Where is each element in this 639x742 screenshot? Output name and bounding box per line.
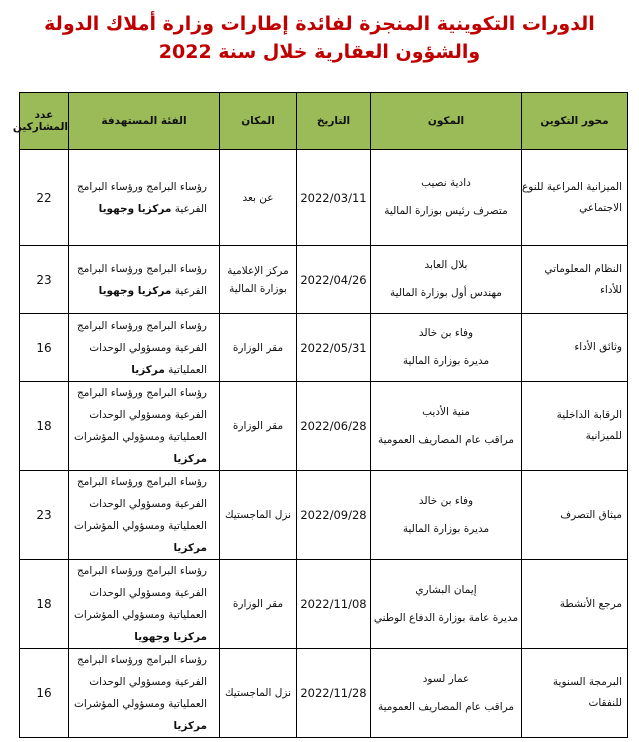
- cell-place: مقر الوزارة: [220, 314, 297, 382]
- cell-target: [69, 246, 220, 314]
- trainer-title: مراقب عام المصاريف العمومية: [377, 433, 515, 446]
- trainer-name: دادية نصيب: [421, 177, 471, 189]
- header-target: الفئة المستهدفة: [69, 93, 220, 150]
- header-trainer: المكون: [371, 93, 522, 150]
- target-line-last: [69, 198, 207, 220]
- header-count-line-1: عدد: [34, 109, 54, 121]
- trainer-name: وفاء بن خالد: [418, 327, 474, 339]
- cell-place: نزل الماجستيك: [220, 471, 297, 560]
- target-scope: مركزيا: [173, 542, 207, 554]
- target-line: العملياتية: [168, 363, 207, 376]
- cell-place: نزل الماجستيك: [220, 649, 297, 738]
- cell-target: [69, 382, 220, 471]
- cell-target: [69, 314, 220, 382]
- trainer-name: إيمان البشاري: [415, 583, 477, 596]
- table-row: [20, 314, 628, 382]
- cell-place: مقر الوزارة: [220, 382, 297, 471]
- cell-axis: ميثاق التصرف: [522, 471, 628, 560]
- target-line-last: [69, 515, 207, 559]
- target-line-last: [69, 426, 207, 470]
- title-line-1: الدورات التكوينية المنجزة لفائدة إطارات وزارة أملاك الدولة: [44, 13, 595, 35]
- target-line: رؤساء البرامج ورؤساء البرامج: [76, 565, 207, 577]
- cell-date: 2022/06/28: [297, 382, 371, 471]
- trainer-name: وفاء بن خالد: [418, 494, 474, 507]
- target-line: الفرعية ومسؤولي الوحدات: [89, 409, 207, 421]
- table-row: [20, 382, 628, 471]
- cell-count: 16: [20, 649, 69, 738]
- cell-date: 2022/03/11: [297, 150, 371, 246]
- cell-place: مقر الوزارة: [220, 560, 297, 649]
- cell-date: 2022/05/31: [297, 314, 371, 382]
- header-date: التاريخ: [297, 93, 371, 150]
- target-scope: مركزيا وجهويا: [98, 284, 172, 297]
- cell-trainer: [371, 382, 522, 471]
- target-scope: مركزيا: [173, 453, 207, 465]
- cell-count: 22: [20, 150, 69, 246]
- header-axis: محور التكوين: [522, 93, 628, 150]
- target-line: رؤساء البرامج ورؤساء البرامج: [76, 180, 207, 193]
- table-row: [20, 150, 628, 246]
- target-line: الفرعية ومسؤولي الوحدات: [89, 587, 207, 599]
- cell-trainer: [371, 560, 522, 649]
- trainer-name: عمار لسود: [422, 672, 470, 685]
- target-line: رؤساء البرامج ورؤساء البرامج: [76, 387, 207, 399]
- trainer-title: مديرة بوزارة المالية: [402, 522, 490, 535]
- trainings-table: [12, 92, 628, 738]
- target-line: الفرعية: [174, 202, 207, 215]
- header-count: [12, 93, 69, 150]
- target-line: الفرعية: [174, 284, 207, 297]
- title-line-2: والشؤون العقارية خلال سنة 2022: [158, 41, 481, 63]
- trainer-title: مراقب عام المصاريف العمومية: [377, 700, 515, 713]
- cell-trainer: [371, 649, 522, 738]
- target-line: الفرعية ومسؤولي الوحدات: [89, 341, 207, 354]
- target-line: الفرعية ومسؤولي الوحدات: [89, 676, 207, 688]
- target-line: رؤساء البرامج ورؤساء البرامج: [76, 262, 207, 275]
- header-place: المكان: [220, 93, 297, 150]
- table-row: [20, 560, 628, 649]
- target-line: العملياتية ومسؤولي المؤشرات: [73, 609, 207, 621]
- table-row: [20, 471, 628, 560]
- cell-target: [69, 649, 220, 738]
- target-line-last: [69, 280, 207, 302]
- target-scope: مركزيا: [131, 363, 165, 376]
- target-scope: مركزيا وجهويا: [98, 202, 172, 215]
- cell-trainer: [371, 246, 522, 314]
- trainer-title: متصرف رئيس بوزارة المالية: [384, 205, 508, 217]
- target-line: العملياتية ومسؤولي المؤشرات: [73, 698, 207, 710]
- cell-count: 23: [20, 246, 69, 314]
- trainer-name: بلال العابد: [424, 259, 468, 271]
- cell-count: 16: [20, 314, 69, 382]
- target-line: العملياتية ومسؤولي المؤشرات: [73, 520, 207, 532]
- cell-axis: مرجع الأنشطة: [522, 560, 628, 649]
- table-header-row: [20, 93, 628, 150]
- cell-axis: الميزانية المراعية للنوع الاجتماعي: [522, 150, 628, 246]
- cell-date: 2022/11/28: [297, 649, 371, 738]
- table-row: [20, 246, 628, 314]
- target-line: رؤساء البرامج ورؤساء البرامج: [76, 319, 207, 332]
- cell-place: مركز الإعلامية بوزارة المالية: [220, 246, 297, 314]
- cell-target: [69, 471, 220, 560]
- target-line: الفرعية ومسؤولي الوحدات: [89, 498, 207, 510]
- target-scope: مركزيا: [173, 720, 207, 732]
- cell-trainer: [371, 471, 522, 560]
- cell-count: 18: [20, 560, 69, 649]
- cell-axis: البرمجة السنوية للنفقات: [522, 649, 628, 738]
- target-line: رؤساء البرامج ورؤساء البرامج: [76, 476, 207, 488]
- target-line: العملياتية ومسؤولي المؤشرات: [73, 431, 207, 443]
- cell-date: 2022/09/28: [297, 471, 371, 560]
- cell-axis: النظام المعلوماتي للأداء: [522, 246, 628, 314]
- cell-date: 2022/11/08: [297, 560, 371, 649]
- cell-date: 2022/04/26: [297, 246, 371, 314]
- target-scope: مركزيا وجهويا: [134, 631, 207, 643]
- trainer-title: مديرة بوزارة المالية: [402, 355, 490, 367]
- cell-trainer: [371, 150, 522, 246]
- trainer-title: مهندس أول بوزارة المالية: [390, 287, 502, 299]
- cell-axis: الرقابة الداخلية للميزانية: [522, 382, 628, 471]
- trainer-title: مديرة عامة بوزارة الدفاع الوطني: [373, 611, 519, 624]
- target-line: رؤساء البرامج ورؤساء البرامج: [76, 654, 207, 666]
- target-line-last: [69, 693, 207, 737]
- cell-trainer: [371, 314, 522, 382]
- target-line-last: [69, 359, 207, 381]
- target-line-last: [69, 604, 207, 648]
- cell-target: [69, 560, 220, 649]
- document-title: [0, 10, 639, 66]
- cell-target: [69, 150, 220, 246]
- cell-count: 23: [20, 471, 69, 560]
- trainer-name: منية الأديب: [422, 405, 470, 418]
- cell-place: عن بعد: [220, 150, 297, 246]
- cell-count: 18: [20, 382, 69, 471]
- cell-axis: وثائق الأداء: [522, 314, 628, 382]
- header-count-line-2: المشاركين: [12, 121, 68, 133]
- table-row: [20, 649, 628, 738]
